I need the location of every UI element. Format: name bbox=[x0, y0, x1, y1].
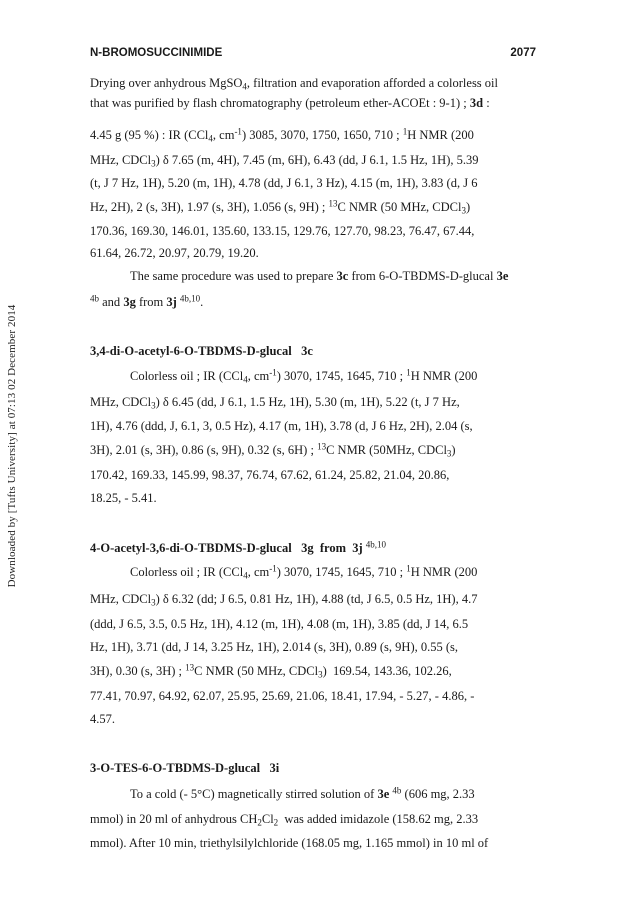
body-line: (t, J 7 Hz, 1H), 5.20 (m, 1H), 4.78 (dd, J 6.1, 3 Hz), 4.15 (m, 1H), 3.83 (d, J 6 bbox=[90, 176, 478, 190]
body-line: 3H), 2.01 (s, 3H), 0.86 (s, 9H), 0.32 (s, 6H) ; $^{13}$C NMR (50MHz, CDCl$_3$) bbox=[90, 441, 456, 459]
compound-heading-3c: 3,4-di-O-acetyl-6-O-TBDMS-D-glucal 3c bbox=[90, 344, 313, 358]
body-line: mmol) in 20 ml of anhydrous $CH_2Cl_2$ was added imidazole (158.62 mg, 2.33 bbox=[90, 812, 479, 828]
compound-heading-3i: 3-O-TES-6-O-TBDMS-D-glucal 3i bbox=[90, 761, 280, 775]
body-line: mmol). After 10 min, triethylsilylchloride (168.05 mg, 1.165 mmol) in 10 ml of bbox=[90, 836, 489, 850]
body-line: Colorless oil ; IR (CCl$_4$, $cm^{-1}$) 3070, 1745, 1645, 710 ; $^1$H NMR (200 bbox=[130, 367, 478, 385]
body-line: $^{4b}$ and 3g from 3j $^{4b,10}$. bbox=[90, 293, 204, 309]
body-line: (ddd, J 6.5, 3.5, 0.5 Hz, 1H), 4.12 (m, 1H), 4.08 (m, 1H), 3.85 (dd, J 14, 6.5 bbox=[90, 617, 469, 631]
body-line: To a cold (- 5°C) magnetically stirred solution of 3e $^{4b}$ (606 mg, 2.33 bbox=[130, 785, 475, 801]
body-line: Hz, 2H), 2 (s, 3H), 1.97 (s, 3H), 1.056 (s, 9H) ; $^{13}$C NMR (50 MHz, CDCl$_3$) bbox=[90, 198, 471, 216]
body-line: MHz, CDCl$_3$) δ 6.45 (dd, J 6.1, 1.5 Hz, 1H), 5.30 (m, 1H), 5.22 (t, J 7 Hz, bbox=[90, 395, 460, 411]
body-line: 170.36, 169.30, 146.01, 135.60, 133.15, 129.76, 127.70, 98.23, 76.47, 67.44, bbox=[90, 224, 475, 238]
body-line: 4.57. bbox=[90, 712, 115, 726]
body-line: The same procedure was used to prepare 3c from 6-O-TBDMS-D-glucal 3e bbox=[130, 269, 509, 283]
body-line: 61.64, 26.72, 20.97, 20.79, 19.20. bbox=[90, 246, 259, 260]
compound-heading-3g: 4-O-acetyl-3,6-di-O-TBDMS-D-glucal 3g from 3j $^{4b,10}$ bbox=[90, 539, 387, 555]
body-line: Hz, 1H), 3.71 (dd, J 14, 3.25 Hz, 1H), 2.014 (s, 3H), 0.89 (s, 9H), 0.55 (s, bbox=[90, 640, 459, 654]
body-line: 3H), 0.30 (s, 3H) ; $^{13}$C NMR (50 MHz, CDCl$_3$) 169.54, 143.36, 102.26, bbox=[90, 662, 452, 680]
download-notice: Downloaded by [Tufts University] at 07:13 02 December 2014 bbox=[6, 304, 18, 588]
page-number: 2077 bbox=[510, 47, 536, 59]
body-line: 170.42, 169.33, 145.99, 98.37, 76.74, 67.62, 61.24, 25.82, 21.04, 20.86, bbox=[90, 468, 450, 482]
body-line: 77.41, 70.97, 64.92, 62.07, 25.95, 25.69, 21.06, 18.41, 17.94, - 5.27, - 4.86, - bbox=[90, 689, 475, 703]
body-line: Colorless oil ; IR (CCl$_4$, $cm^{-1}$) 3070, 1745, 1645, 710 ; $^1$H NMR (200 bbox=[130, 563, 478, 581]
running-head: N-BROMOSUCCINIMIDE bbox=[90, 47, 223, 59]
body-line: 1H), 4.76 (ddd, J, 6.1, 3, 0.5 Hz), 4.17 (m, 1H), 3.78 (d, J 6 Hz, 2H), 2.04 (s, bbox=[90, 419, 473, 433]
body-line: that was purified by flash chromatography (petroleum ether-ACOEt : 9-1) ; 3d : bbox=[90, 96, 490, 110]
body-line: MHz, CDCl$_3$) δ 6.32 (dd; J 6.5, 0.81 Hz, 1H), 4.88 (td, J 6.5, 0.5 Hz, 1H), 4.7 bbox=[90, 592, 478, 608]
body-line: MHz, CDCl$_3$) δ 7.65 (m, 4H), 7.45 (m, 6H), 6.43 (dd, J 6.1, 1.5 Hz, 1H), 5.39 bbox=[90, 153, 479, 169]
body-line: Drying over anhydrous MgSO$_4$, filtration and evaporation afforded a colorless oil bbox=[90, 76, 498, 92]
body-line: 18.25, - 5.41. bbox=[90, 491, 157, 505]
body-line: 4.45 g (95 %) : IR (CCl$_4$, $cm^{-1}$) 3085, 3070, 1750, 1650, 710 ; $^1$H NMR (200 bbox=[90, 126, 474, 144]
